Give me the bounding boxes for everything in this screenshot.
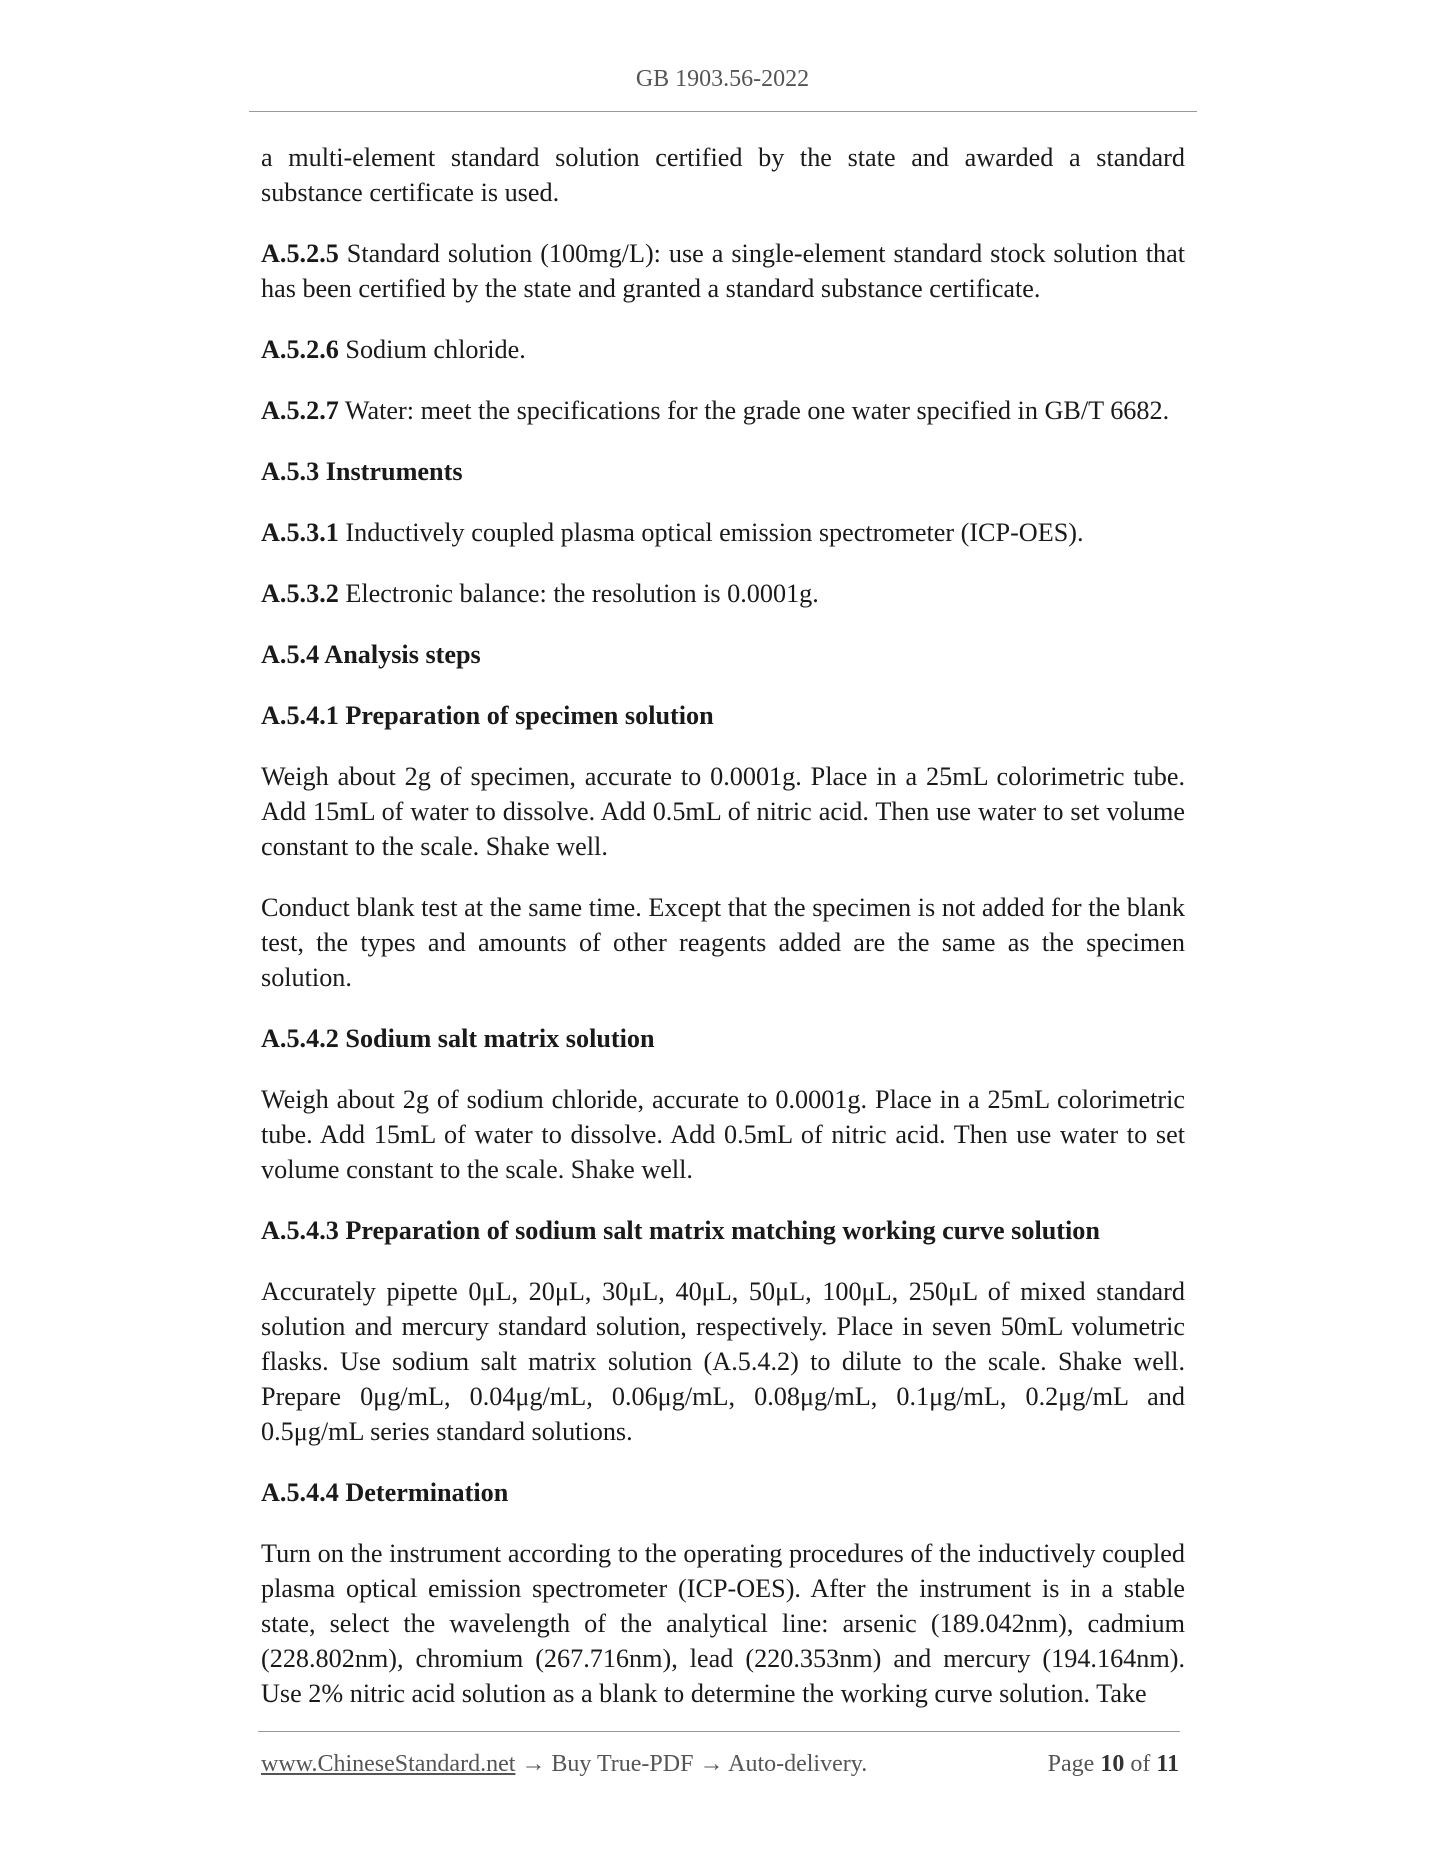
clause-number: A.5.2.5 [261,239,339,268]
clause-paragraph [261,515,1185,550]
clause-number: A.5.2.6 [261,335,339,364]
page-label: Page [1047,1751,1095,1777]
page-total: 11 [1156,1751,1179,1777]
section-heading: A.5.4.4 Determination [261,1478,509,1507]
section-heading: A.5.4 Analysis steps [261,640,481,669]
clause-text: Inductively coupled plasma optical emission spectrometer (ICP-OES). [338,518,1084,547]
section-heading: A.5.4.2 Sodium salt matrix solution [261,1024,655,1053]
footer-divider [258,1731,1180,1732]
section-heading: A.5.4.1 Preparation of specimen solution [261,701,714,730]
page-indicator [1048,1751,1179,1778]
page-of: of [1130,1751,1151,1777]
section-heading: A.5.3 Instruments [261,457,463,486]
footer [261,1751,1179,1781]
body-paragraph: Weigh about 2g of sodium chloride, accurate to 0.0001g. Place in a 25mL colorimetric tube. Add 15mL of water to dissolve. Add 0.5mL of nitric acid. Then use water to set volume constant to the scale. Shake well. [261,1085,1185,1184]
header-divider [249,111,1197,112]
body-paragraph: Accurately pipette 0μL, 20μL, 30μL, 40μL, 50μL, 100μL, 250μL of mixed standard solution and mercury standard solution, respectively. Place in seven 50mL volumetric flasks. Use sodium salt matrix solution (A.5.4.2) to dilute to the scale. Shake well. Prepare 0μg/mL, 0.04μg/mL, 0.06μg/mL, 0.08μg/mL, 0.1μg/mL, 0.2μg/mL and 0.5μg/mL series standard solutions. [261,1277,1185,1446]
page-content [261,140,1185,1737]
clause-text: Water: meet the specifications for the grade one water specified in GB/T 6682. [338,396,1170,425]
body-paragraph: Weigh about 2g of specimen, accurate to 0.0001g. Place in a 25mL colorimetric tube. Add 15mL of water to dissolve. Add 0.5mL of nitric acid. Then use water to set volume constant to the scale. Shake well. [261,762,1185,861]
clause-number: A.5.3.1 [261,518,339,547]
body-paragraph: Turn on the instrument according to the operating procedures of the inductively coupled plasma optical emission spectrometer (ICP-OES). After the instrument is in a stable state, select the wavelength of the analytical line: arsenic (189.042nm), cadmium (228.802nm), chromium (267.716nm), lead (220.353nm) and mercury (194.164nm). Use 2% nitric acid solution as a blank to determine the working curve solution. Take [261,1539,1185,1708]
clause-paragraph [261,236,1185,306]
section-heading: A.5.4.3 Preparation of sodium salt matrix matching working curve solution [261,1216,1100,1245]
clause-paragraph [261,576,1185,611]
website-link[interactable]: www.ChineseStandard.net [261,1751,516,1777]
body-paragraph: a multi-element standard solution certified by the state and awarded a standard substance certificate is used. [261,143,1185,207]
page-current: 10 [1100,1751,1125,1777]
clause-text: Standard solution (100mg/L): use a single-element standard stock solution that has been certified by the state and granted a standard substance certificate. [261,239,1185,303]
body-paragraph: Conduct blank test at the same time. Except that the specimen is not added for the blank test, the types and amounts of other reagents added are the same as the specimen solution. [261,893,1185,992]
clause-text: Sodium chloride. [338,335,526,364]
clause-number: A.5.2.7 [261,396,339,425]
clause-paragraph [261,393,1185,428]
clause-text: Electronic balance: the resolution is 0.0001g. [338,579,819,608]
clause-number: A.5.3.2 [261,579,339,608]
clause-paragraph [261,332,1185,367]
footer-left [261,1751,867,1778]
document-code: GB 1903.56-2022 [635,66,810,92]
footer-tagline: → Buy True-PDF → Auto-delivery. [515,1751,868,1777]
